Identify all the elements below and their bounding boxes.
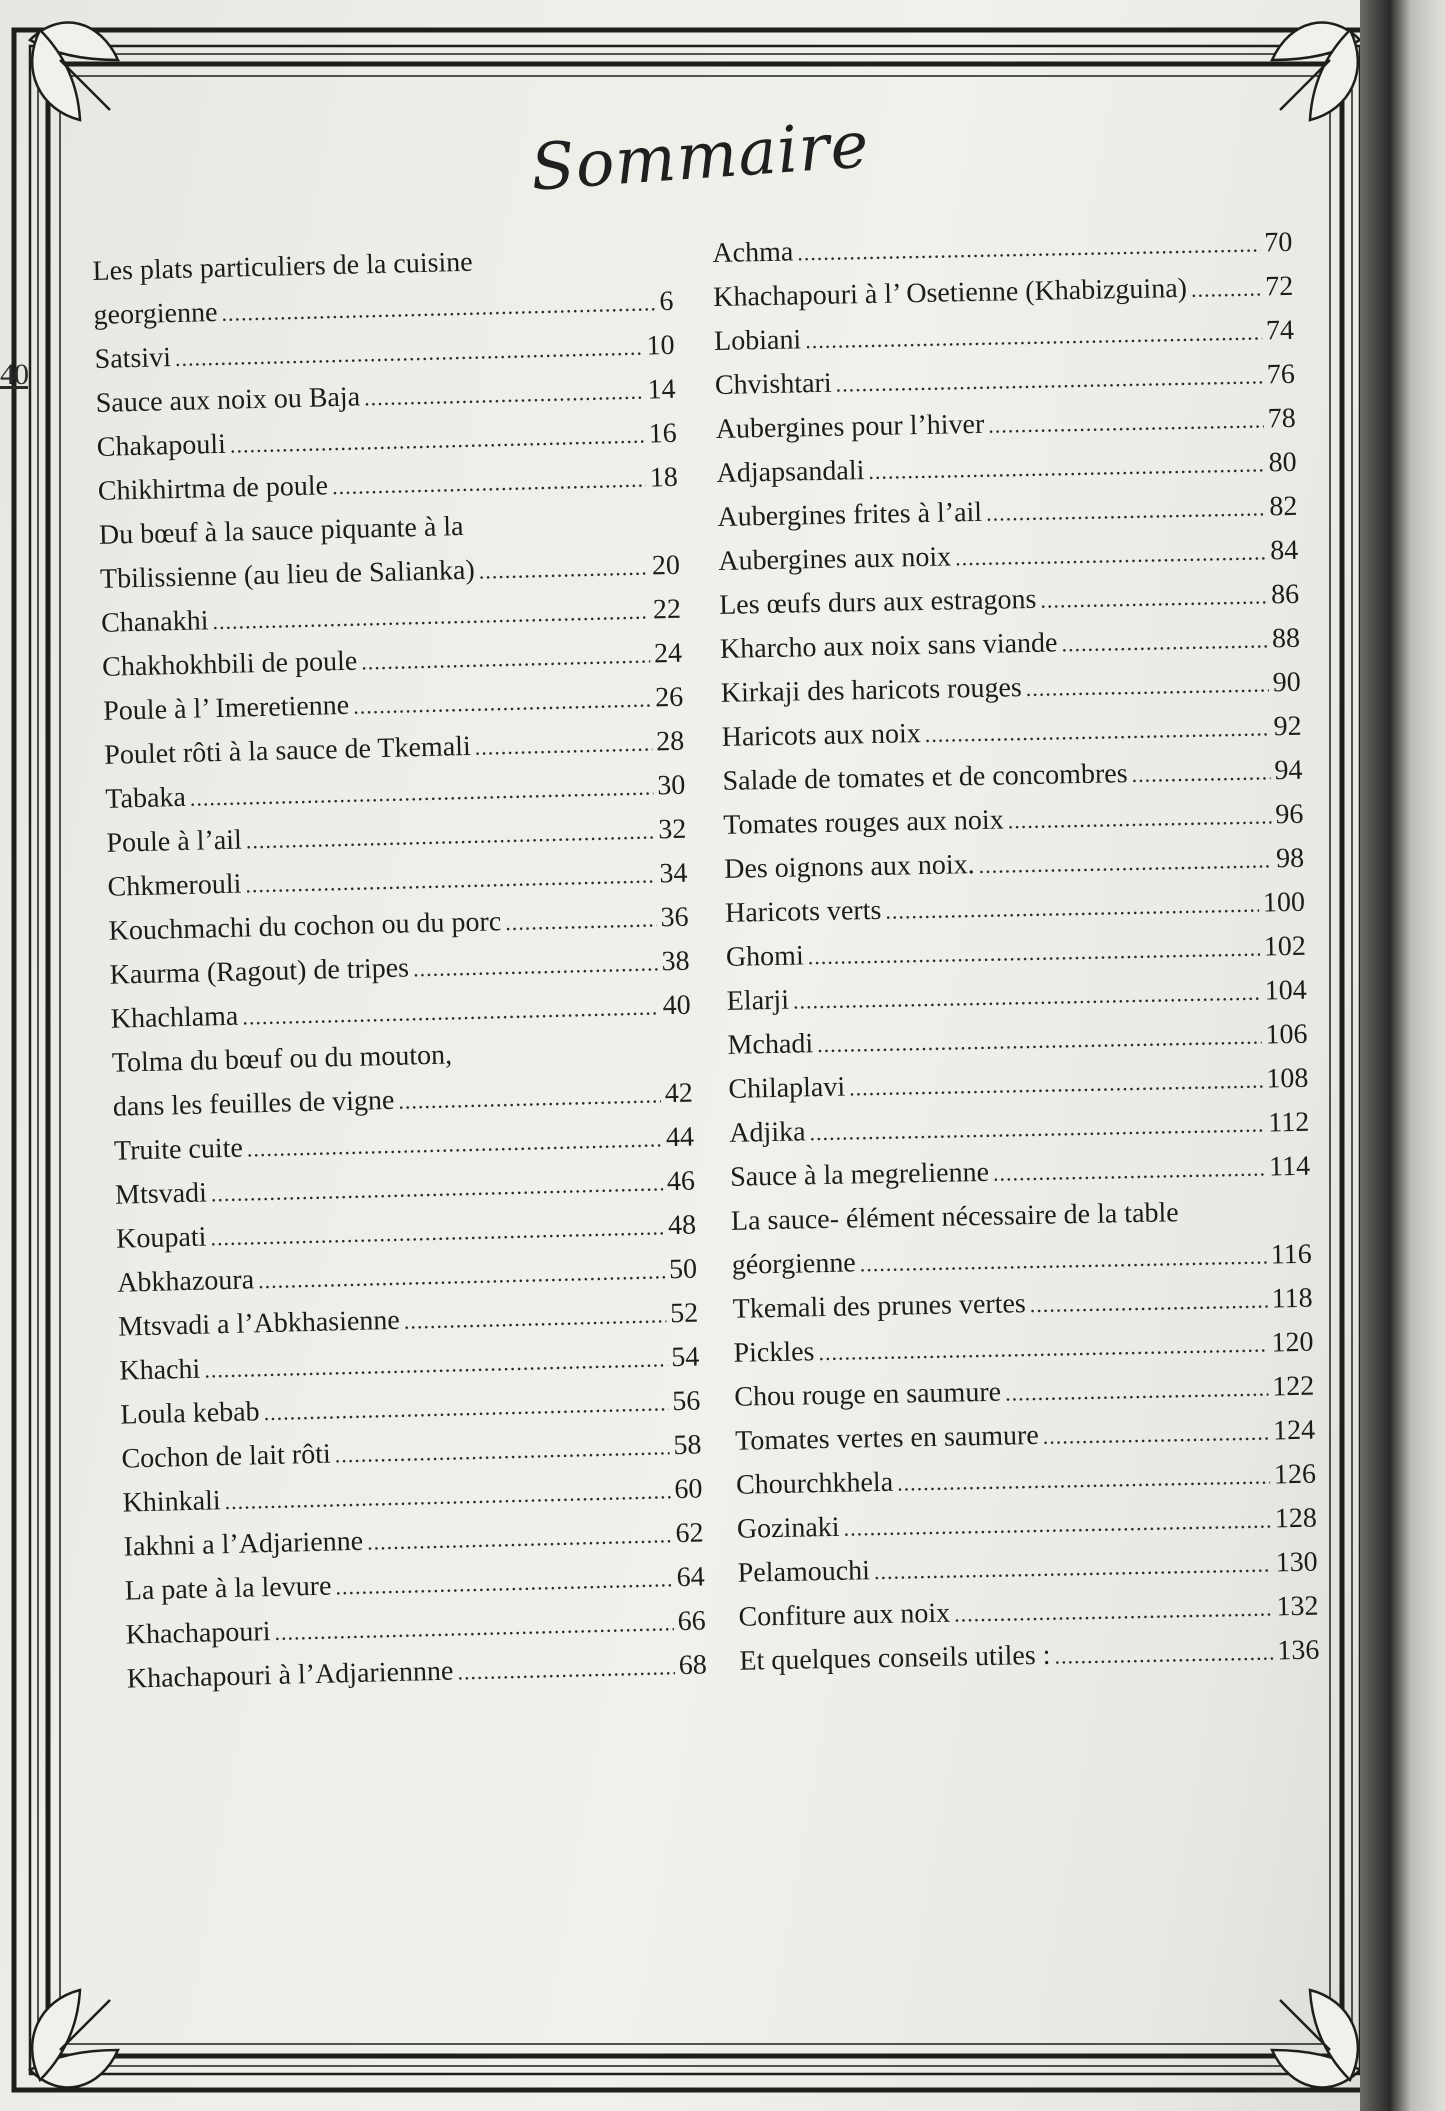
dot-leader (1040, 574, 1268, 622)
toc-entry-page: 126 (1273, 1458, 1317, 1491)
dot-leader (403, 1293, 666, 1343)
toc-entry-label: Aubergines aux noix (718, 541, 952, 577)
dot-leader (367, 1513, 673, 1564)
toc-entry-label: Aubergines frites à l’ail (717, 496, 983, 533)
toc-entry-label: Khachlama (110, 1000, 239, 1035)
toc-entry-page: 102 (1263, 930, 1307, 963)
dot-leader (986, 486, 1266, 535)
toc-entry-label: Khachapouri à l’Adjariennne (126, 1655, 454, 1695)
dot-leader (474, 721, 653, 769)
toc-entry-label: La sauce- élément nécessaire de la table (730, 1197, 1179, 1237)
toc-entry-label: Tomates vertes en saumure (734, 1419, 1040, 1457)
toc-entry-page: 30 (656, 769, 686, 802)
toc-entry-page: 34 (659, 857, 688, 890)
toc-entry-label: Koupati (115, 1221, 207, 1255)
dot-leader (505, 897, 657, 945)
toc-entry-page: 44 (665, 1121, 695, 1154)
toc-entry-page: 42 (664, 1077, 694, 1110)
toc-entry-label: Mtsvadi a l’Abkhasienne (117, 1304, 401, 1343)
toc-entry-page: 78 (1267, 402, 1296, 435)
toc-entry-label: Adjika (729, 1116, 806, 1149)
toc-entry-label: Kharcho aux noix sans viande (719, 627, 1058, 665)
toc-entry-page: 112 (1267, 1106, 1310, 1139)
dot-leader (364, 370, 645, 421)
toc-entry-page: 136 (1277, 1634, 1320, 1667)
toc-entry-page: 88 (1271, 622, 1301, 655)
toc-entry-page: 82 (1269, 490, 1298, 523)
dot-leader (1005, 1367, 1269, 1416)
dot-leader (353, 677, 652, 728)
dot-leader (1191, 266, 1262, 311)
toc-entry-page: 118 (1271, 1282, 1313, 1315)
toc-entry-label: georgienne (93, 296, 218, 331)
toc-entry-label: Tolma du bœuf ou du mouton, (111, 1039, 453, 1079)
toc-entry-label: Les plats particuliers de la cuisine (92, 246, 473, 287)
toc-entry-page: 96 (1274, 798, 1304, 831)
toc-entry-page: 18 (649, 461, 679, 494)
dot-leader (954, 1586, 1273, 1636)
toc-entry-label: Chourchkhela (735, 1466, 894, 1501)
dot-leader (885, 883, 1259, 934)
toc-entry-page: 104 (1264, 974, 1307, 1007)
toc-entry-label: Poule à l’ail (106, 824, 243, 859)
toc-entry-page: 36 (660, 901, 689, 934)
toc-entry-label: Abkhazoura (116, 1264, 255, 1299)
toc-entry-label: Khachapouri à l’ Osetienne (Khabizguina) (712, 272, 1188, 313)
toc-entry-label: Cochon de lait rôti (121, 1438, 332, 1475)
toc-right-column (712, 221, 1320, 1684)
toc-entry-page: 48 (667, 1209, 697, 1242)
toc-entry-label: Chakhokhbili de poule (101, 645, 358, 683)
toc-entry-page: 100 (1262, 886, 1306, 919)
toc-entry-page: 16 (648, 417, 678, 450)
dot-leader (457, 1645, 675, 1694)
toc-entry-label: Truite cuite (113, 1132, 244, 1167)
toc-entry-page: 60 (674, 1473, 703, 1506)
book-spine (1360, 0, 1445, 2111)
dot-leader (361, 633, 651, 684)
toc-entry-label: Khinkali (122, 1485, 221, 1519)
toc-entry-label: dans les feuilles de vigne (112, 1084, 395, 1123)
toc-entry-label: Haricots verts (724, 894, 882, 929)
dot-leader (1061, 618, 1268, 666)
dot-leader (978, 838, 1272, 888)
toc-entry-page: 52 (669, 1297, 699, 1330)
dot-leader (1131, 750, 1271, 797)
dot-leader (897, 1455, 1271, 1506)
toc-entry-label: Chakapouli (96, 428, 227, 463)
toc-entry-page: 68 (678, 1649, 708, 1682)
toc-entry-label: Et quelques conseils utiles : (739, 1639, 1051, 1677)
toc-entry-page: 50 (668, 1253, 698, 1286)
toc-entry-page: 120 (1271, 1326, 1314, 1359)
toc-entry-label: Achma (712, 236, 794, 269)
toc-entry-page: 32 (657, 813, 687, 846)
dot-leader (398, 1073, 662, 1123)
toc-entry-page: 90 (1272, 666, 1302, 699)
toc-entry-label: Gozinaki (736, 1511, 840, 1545)
toc-entry-label: Tbilissienne (au lieu de Salianka) (99, 554, 476, 595)
toc-entry-label: Chvishtari (714, 367, 832, 401)
dot-leader (1054, 1630, 1274, 1678)
dot-leader (993, 1147, 1266, 1196)
toc-entry-label: géorgienne (731, 1247, 857, 1281)
toc-entry-label: Mchadi (727, 1028, 814, 1061)
toc-entry-page: 92 (1273, 710, 1302, 743)
toc-entry-label: Les œufs durs aux estragons (718, 583, 1037, 621)
toc-entry-label: Khachi (119, 1353, 201, 1387)
toc-entry-page: 64 (676, 1561, 705, 1594)
toc-entry-label: Pickles (733, 1336, 815, 1369)
toc-entry-label: Khachapouri (125, 1616, 271, 1651)
dot-leader (1025, 662, 1269, 711)
toc-entry-page: 70 (1264, 226, 1293, 259)
dot-leader (874, 1543, 1273, 1595)
toc-entry-label: Kirkaji des haricots rouges (720, 672, 1023, 709)
toc-entry-page: 58 (673, 1429, 702, 1462)
toc-entry-label: Sauce à la megrelienne (729, 1156, 990, 1193)
dot-leader (924, 706, 1270, 757)
toc-entry-label: Ghomi (725, 940, 804, 973)
toc-entry-label: Salade de tomates et de concombres (722, 758, 1128, 797)
toc-entry-page: 14 (647, 373, 676, 406)
toc-entry-page: 128 (1274, 1502, 1318, 1535)
toc-entry-label: Kouchmachi du cochon ou du porc (108, 906, 502, 947)
toc-entry-page: 124 (1272, 1414, 1316, 1447)
toc-entry-label: Satsivi (94, 342, 172, 375)
dot-leader (868, 442, 1265, 494)
toc-entry-label: Chkmerouli (107, 868, 242, 903)
toc-entry-page: 86 (1270, 578, 1300, 611)
toc-entry-label: Du bœuf à la sauce piquante à la (98, 511, 464, 551)
toc-entry-page: 62 (675, 1517, 704, 1550)
toc-entry-page: 132 (1276, 1590, 1319, 1623)
toc-entry-label: Tomates rouges aux noix (723, 804, 1004, 841)
toc-entry-page: 46 (666, 1165, 696, 1198)
toc-entry-page: 108 (1266, 1062, 1309, 1095)
dot-leader (1042, 1411, 1269, 1459)
toc-entry-label: Loula kebab (120, 1396, 260, 1431)
toc-entry-page: 38 (661, 945, 690, 978)
toc-entry-label: Tkemali des prunes vertes (732, 1288, 1027, 1325)
dot-leader (412, 941, 658, 991)
toc-entry-page: 106 (1265, 1018, 1308, 1051)
dot-leader (849, 1059, 1263, 1111)
toc-entry-label: Chanakhi (100, 605, 209, 639)
toc-entry-label: Pelamouchi (737, 1555, 871, 1589)
toc-entry-label: Aubergines pour l’hiver (715, 408, 985, 445)
toc-entry-label: Iakhni a l’Adjarienne (123, 1525, 364, 1563)
toc-entry-page: 54 (670, 1341, 700, 1374)
toc-entry-page: 74 (1265, 314, 1295, 347)
toc-entry-page: 94 (1274, 754, 1303, 787)
toc-entry-label: Tabaka (105, 781, 187, 815)
dot-leader (332, 458, 647, 510)
dot-leader (988, 398, 1264, 447)
toc-entry-label: Chilaplavi (728, 1071, 846, 1105)
toc-entry-page: 116 (1270, 1238, 1313, 1271)
toc-entry-label: Poule à l’ Imeretienne (102, 689, 350, 727)
toc-entry-label: Mtsvadi (114, 1177, 208, 1211)
toc-entry-label: La pate à la levure (124, 1570, 332, 1607)
dot-leader (859, 1235, 1267, 1287)
toc-entry-label: Chou rouge en saumure (734, 1376, 1002, 1413)
toc-entry-page: 20 (651, 549, 681, 582)
toc-entry-page: 40 (662, 989, 692, 1022)
toc-entry-label: Kaurma (Ragout) de tripes (109, 952, 410, 991)
toc-entry-label: Confiture aux noix (738, 1597, 951, 1633)
toc-entry-page: 22 (652, 593, 682, 626)
toc-entry-page: 76 (1266, 358, 1296, 391)
toc-entry-page: 114 (1268, 1150, 1311, 1183)
toc-entry-page: 26 (654, 681, 684, 714)
dot-leader (478, 546, 648, 594)
toc-entry-page: 10 (646, 329, 675, 362)
dot-leader (955, 530, 1267, 580)
toc-entry-page: 72 (1264, 270, 1294, 303)
toc-entry-page: 122 (1271, 1370, 1315, 1403)
page-title: Sommaire (528, 108, 872, 206)
dot-leader (1007, 794, 1271, 843)
toc-left-column (92, 236, 707, 1702)
toc-entry-page: 56 (671, 1385, 701, 1418)
toc-entry-page: 84 (1269, 534, 1299, 567)
toc-entry-label: Adjapsandali (716, 455, 865, 489)
toc-entry-label: Sauce aux noix ou Baja (95, 381, 361, 419)
toc-entry-page: 24 (653, 637, 683, 670)
toc-entry-label: Des oignons aux noix. (723, 849, 975, 885)
toc-entry-label: Elarji (726, 984, 790, 1017)
toc-entry-page: 130 (1275, 1546, 1318, 1579)
toc-entry-label: Lobiani (713, 324, 802, 357)
dot-leader (1029, 1279, 1268, 1328)
toc-entry-label: Haricots aux noix (721, 718, 922, 753)
toc-entry-label: Poulet rôti à la sauce de Tkemali (103, 730, 472, 771)
toc-entry-page: 80 (1268, 446, 1297, 479)
toc-entry-page: 66 (677, 1605, 707, 1638)
toc-entry-page: 98 (1275, 842, 1305, 875)
toc-entry-page: 28 (655, 725, 685, 758)
toc-entry-page: 6 (659, 285, 674, 318)
page-number: 40 (0, 358, 28, 391)
toc-entry-label: Chikhirtma de poule (97, 470, 329, 507)
